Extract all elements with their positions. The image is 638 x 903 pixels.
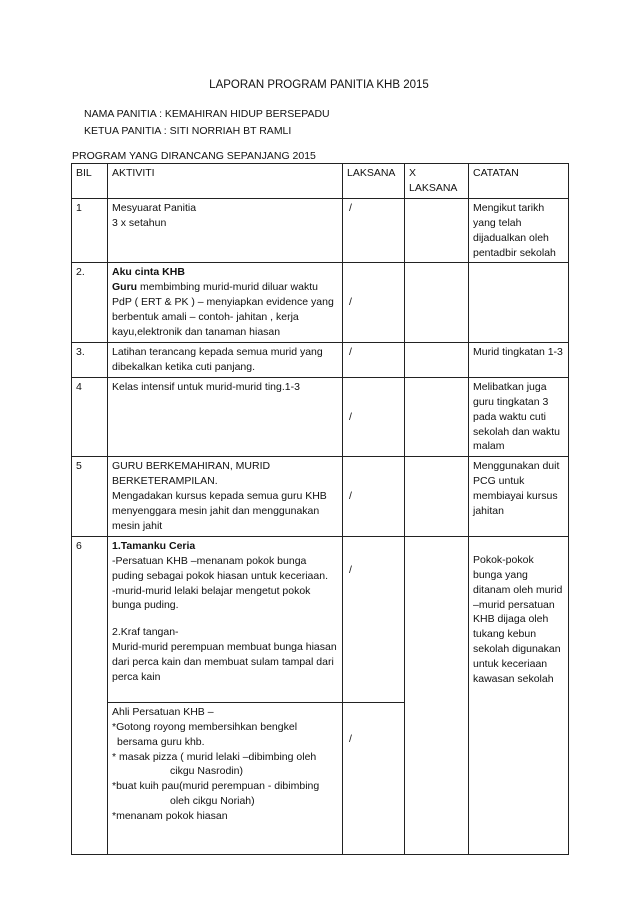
row-aktiviti (108, 198, 343, 263)
row-bil: 1 (72, 198, 108, 263)
row-x-laksana (405, 377, 469, 457)
aktiviti-description: membimbing murid-murid diluar waktu PdP ( ERT & PK ) – menyiapkan evidence yang berbentuk amali – contoh- jahitan , kerja kayu,elektronik dan tanaman hiasan (112, 281, 334, 339)
row-x-laksana (405, 536, 469, 854)
row-catatan (469, 536, 569, 854)
aktiviti-line: Mesyuarat Panitia (112, 201, 197, 214)
sub-item: *buat kuih pau(murid perempuan - dibimbing (112, 780, 320, 793)
row-bil: 2. (72, 263, 108, 343)
row-catatan: Menggunakan duit PCG untuk membiayai kursus jahitan (469, 457, 569, 537)
aktiviti-title: GURU BERKEMAHIRAN, MURID BERKETERAMPILAN. (112, 460, 271, 488)
header-catatan: CATATAN (469, 164, 569, 199)
catatan-text: Pokok-pokok bunga yang ditanam oleh murid –murid persatuan KHB dijaga oleh tukang kebun sekolah digunakan untuk keceriaan kawasan sekolah (473, 553, 563, 686)
laksana-mark: / (349, 732, 352, 745)
header-x: X (409, 167, 417, 179)
nama-panitia: NAMA PANITIA : KEMAHIRAN HIDUP BERSEPADU (84, 108, 330, 120)
laksana-mark: / (349, 201, 352, 214)
aktiviti-text: Mengadakan kursus kepada semua guru KHB menyenggara mesin jahit dan menggunakan mesin jahit (112, 490, 327, 532)
row-laksana (343, 457, 405, 537)
aktiviti-item: -murid-murid lelaki belajar mengetut pokok bunga puding. (112, 584, 311, 612)
row-laksana (343, 198, 405, 263)
aktiviti-line: 3 x setahun (112, 216, 167, 229)
sub-item: * masak pizza ( murid lelaki –dibimbing oleh (112, 750, 317, 763)
header-aktiviti: AKTIVITI (108, 164, 343, 199)
aktiviti-spacer (112, 613, 338, 625)
row-x-laksana (405, 342, 469, 377)
row-laksana (343, 342, 405, 377)
row-aktiviti: Kelas intensif untuk murid-murid ting.1-3 (108, 377, 343, 457)
sub-item-continued: cikgu Nasrodin) (170, 765, 243, 778)
laksana-mark: / (349, 490, 352, 503)
row-bil: 6 (72, 536, 108, 854)
table-row (72, 377, 569, 457)
sub-title: Ahli Persatuan KHB – (112, 705, 214, 718)
row-aktiviti (108, 263, 343, 343)
header-laksana: LAKSANA (343, 164, 405, 199)
program-table (71, 163, 569, 855)
row-laksana (343, 702, 405, 854)
laksana-mark: / (349, 345, 352, 358)
sub-item-continued: bersama guru khb. (117, 735, 205, 748)
ketua-panitia: KETUA PANITIA : SITI NORRIAH BT RAMLI (84, 124, 292, 137)
table-header-row (72, 164, 569, 199)
sub-item: *menanam pokok hiasan (112, 810, 228, 823)
aktiviti-title: 1.Tamanku Ceria (112, 539, 196, 552)
laksana-mark: / (349, 563, 352, 576)
row-catatan: Mengikut tarikh yang telah dijadualkan oleh pentadbir sekolah (469, 198, 569, 263)
laksana-mark: / (349, 296, 352, 309)
aktiviti-bold-word: Guru (112, 281, 138, 294)
row-aktiviti (108, 536, 343, 702)
row-laksana (343, 377, 405, 457)
row-x-laksana (405, 198, 469, 263)
header-bil: BIL (72, 164, 108, 199)
row-aktiviti: Latihan terancang kepada semua murid yang dibekalkan ketika cuti panjang. (108, 342, 343, 377)
row-catatan (469, 263, 569, 343)
header-x-laksana (405, 164, 469, 199)
table-row (72, 536, 569, 702)
laksana-mark: / (349, 410, 352, 423)
row-aktiviti-sub (108, 702, 343, 854)
row-x-laksana (405, 263, 469, 343)
aktiviti-title: Aku cinta KHB (112, 266, 185, 279)
kraf-text: Murid-murid perempuan membuat bunga hiasan dari perca kain dan membuat sulam tampal dari perca kain (112, 641, 337, 684)
kraf-title: 2.Kraf tangan- (112, 626, 179, 639)
row-catatan: Melibatkan juga guru tingkatan 3 pada waktu cuti sekolah dan waktu malam (469, 377, 569, 457)
sub-item-continued: oleh cikgu Noriah) (170, 795, 255, 808)
row-catatan: Murid tingkatan 1-3 (469, 342, 569, 377)
row-x-laksana (405, 457, 469, 537)
row-bil: 4 (72, 377, 108, 457)
row-bil: 3. (72, 342, 108, 377)
table-row (72, 263, 569, 343)
report-title: LAPORAN PROGRAM PANITIA KHB 2015 (209, 79, 429, 91)
row-bil: 5 (72, 457, 108, 537)
program-heading: PROGRAM YANG DIRANCANG SEPANJANG 2015 (72, 150, 316, 162)
header-x-laksana-label: LAKSANA (409, 181, 458, 194)
sub-item: *Gotong royong membersihkan bengkel (112, 720, 298, 733)
table-row (72, 457, 569, 537)
row-laksana (343, 536, 405, 702)
table-row (72, 342, 569, 377)
table-row (72, 198, 569, 263)
report-meta (84, 106, 330, 140)
row-laksana (343, 263, 405, 343)
aktiviti-text (112, 280, 338, 340)
row-aktiviti (108, 457, 343, 537)
aktiviti-item: -Persatuan KHB –menanam pokok bunga puding sebagai pokok hiasan untuk keceriaan. (112, 554, 328, 582)
